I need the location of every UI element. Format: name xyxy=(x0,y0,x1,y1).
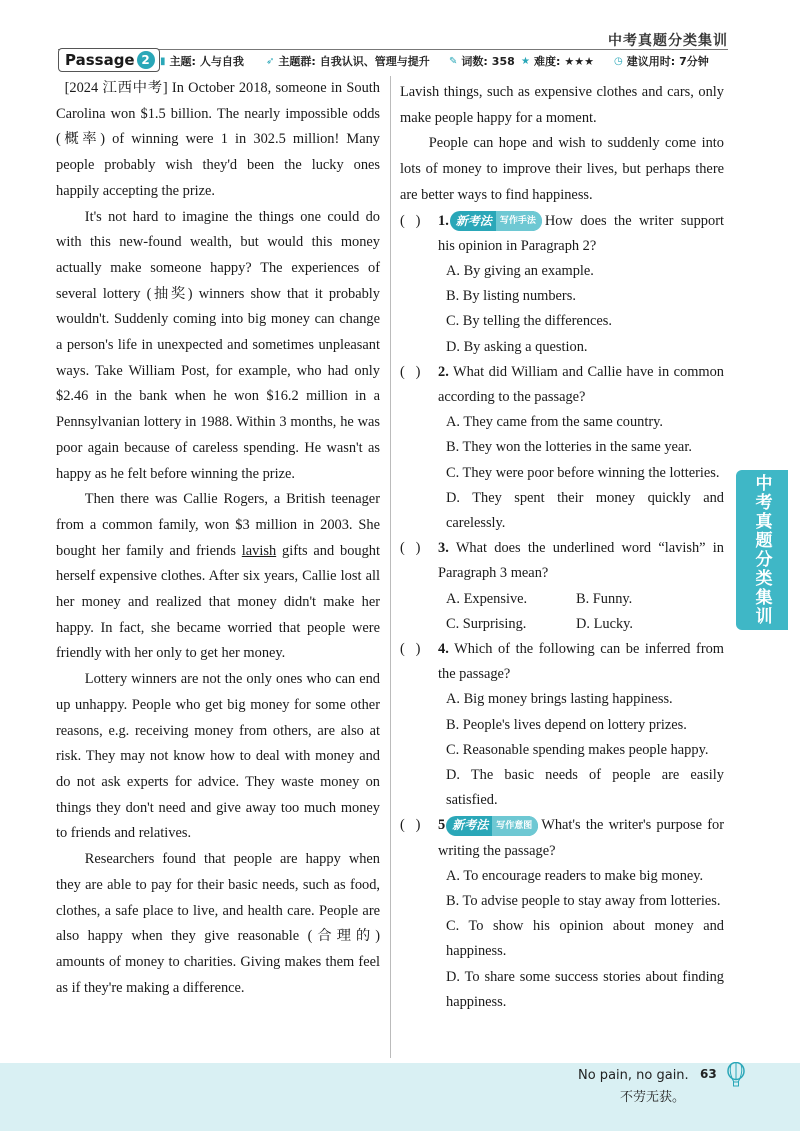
meta-suggested-time xyxy=(614,51,709,71)
meta-value: 人与自我 xyxy=(199,55,244,68)
meta-label: 词数: xyxy=(461,55,488,68)
option: A. Big money brings lasting happiness. xyxy=(446,691,673,708)
balloon-icon xyxy=(726,1062,746,1088)
passage-label: Passage xyxy=(65,51,135,69)
question-prompt: Which of the following can be inferred from the passage? xyxy=(438,640,724,683)
pencil-icon: ✎ xyxy=(449,55,458,67)
question-text xyxy=(438,360,724,410)
option: B. They won the lotteries in the same year. xyxy=(446,439,692,456)
meta-value: ★★★ xyxy=(564,54,594,68)
clock-icon: ◷ xyxy=(614,55,623,67)
paragraph-3-text-cont: gifts and bought herself expensive clothes. After six years, Callie lost all her money and realized that money didn't make her happy. In fact, she became worried that people were friendly with her only to get her money. xyxy=(56,542,380,662)
article-right-column xyxy=(400,80,724,1015)
tag-sub: 写作手法 xyxy=(496,211,542,231)
footer-motto-en: No pain, no gain. xyxy=(578,1068,689,1083)
tag-main: 新考法 xyxy=(452,818,489,833)
option: A. Expensive. xyxy=(446,590,528,607)
question-number: 4. xyxy=(438,640,449,657)
meta-value: 358 xyxy=(491,54,515,68)
option-row xyxy=(400,612,724,637)
new-exam-tag xyxy=(446,816,538,836)
answer-blank[interactable]: ( ) xyxy=(400,640,421,657)
option: B. To advise people to stay away from lotteries. xyxy=(446,893,721,909)
series-title: 中考真题分类集训 xyxy=(608,33,728,49)
option: B. Funny. xyxy=(576,590,633,607)
flag-icon: ▮ xyxy=(160,55,166,67)
star-icon: ★ xyxy=(521,55,530,67)
question-number: 3. xyxy=(438,540,449,557)
article-left-column xyxy=(56,76,380,1001)
question-prompt: What's the writer's purpose for writing the passage? xyxy=(438,817,724,859)
answer-blank[interactable]: ( ) xyxy=(400,817,421,834)
option: C. By telling the differences. xyxy=(446,313,612,330)
footer-motto-cn: 不劳无获。 xyxy=(620,1090,686,1105)
new-exam-tag xyxy=(450,211,542,231)
question-number: 1. xyxy=(438,212,449,229)
option: D. By asking a question. xyxy=(446,338,588,355)
option: D. To share some success stories about finding happiness. xyxy=(446,968,724,1010)
option: D. The basic needs of people are easily satisfied. xyxy=(446,766,724,809)
question-text xyxy=(438,637,724,687)
tag-sub: 写作意图 xyxy=(492,816,538,836)
page-number: 63 xyxy=(700,1067,717,1081)
meta-difficulty xyxy=(521,51,594,71)
option: A. By giving an example. xyxy=(446,262,594,279)
meta-label: 建议用时: xyxy=(626,55,676,68)
paragraph-3 xyxy=(56,487,380,667)
option: A. They came from the same country. xyxy=(446,414,663,431)
paragraph-6: People can hope and wish to suddenly come into lots of money to improve their lives, but perhaps there are better ways to find happiness. xyxy=(400,135,724,203)
question-5 xyxy=(400,813,724,1015)
paragraph-5: Researchers found that people are happy when they are able to pay for their basic needs, such as food, clothes, a safe place to live, and health care. People are also happy when they give reasonable (合理的) amounts of money to charities. Giving makes them feel as if they're making a difference. xyxy=(56,851,380,996)
answer-blank[interactable]: ( ) xyxy=(400,363,421,380)
question-prompt: What did William and Callie have in common according to the passage? xyxy=(438,363,725,405)
passage-number: 2 xyxy=(137,51,155,69)
paragraph-5-continued: Lavish things, such as expensive clothes and cars, only make people happy for a moment. xyxy=(400,84,724,126)
answer-blank[interactable]: ( ) xyxy=(400,212,421,229)
option: D. Lucky. xyxy=(576,615,634,632)
meta-label: 主题: xyxy=(169,55,196,68)
option: C. They were poor before winning the lotteries. xyxy=(446,464,720,481)
option: D. They spent their money quickly and carelessly. xyxy=(446,489,724,531)
option: C. Reasonable spending makes people happy. xyxy=(446,741,709,758)
leaf-icon: ➶ xyxy=(266,55,275,67)
meta-word-count xyxy=(449,51,515,71)
paragraph-2: It's not hard to imagine the things one could do with this new-found wealth, but would this money actually make someone happy? The experiences of several lottery (抽奖) winners show that it probably wouldn't. Suddenly coming into big money can change a person's life in unexpected and sometimes unpleasant ways. Take William Post, for example, who had only $2.46 in the bank when he won $16.2 million in a Pennsylvanian lottery in 1988. Within 3 months, he was poor again because of careless spending. He wasn't as happy as he felt before winning the prize. xyxy=(56,208,380,482)
meta-value: 7分钟 xyxy=(679,55,709,68)
meta-label: 主题群: xyxy=(278,55,316,68)
option-row xyxy=(400,587,724,612)
question-prompt: What does the underlined word “lavish” in Paragraph 3 mean? xyxy=(438,540,724,582)
question-number: 2. xyxy=(438,363,449,380)
option: A. To encourage readers to make big money. xyxy=(446,867,704,884)
side-section-tab: 中考真题分类集训 xyxy=(736,470,788,630)
question-text xyxy=(438,209,724,259)
option: B. By listing numbers. xyxy=(446,288,576,305)
answer-blank[interactable]: ( ) xyxy=(400,540,421,557)
meta-label: 难度: xyxy=(533,55,561,68)
meta-value: 自我认识、管理与提升 xyxy=(319,55,430,68)
question-prompt: How does the writer support his opinion in Paragraph 2? xyxy=(438,212,724,254)
question-text xyxy=(438,813,724,863)
option: B. People's lives depend on lottery prizes. xyxy=(446,716,687,733)
meta-theme-group xyxy=(266,51,430,71)
passage-badge xyxy=(58,48,160,72)
meta-theme xyxy=(160,51,244,71)
question-text xyxy=(438,536,724,586)
paragraph-3-text: Then there was Callie Rogers, a British teenager from a common family, won $3 million in 2003. She bought her family and friends xyxy=(56,491,380,559)
option: C. To show his opinion about money and happiness. xyxy=(446,918,724,960)
column-divider xyxy=(390,76,391,1058)
question-number: 5 xyxy=(438,817,446,834)
paragraph-1: [2024 江西中考] In October 2018, someone in South Carolina won $1.5 billion. The nearly impossible odds (概率) of winning were 1 in 302.5 million! Many people probably wish they'd been the lucky ones happily accepting the prize. xyxy=(56,80,380,199)
underlined-word: lavish xyxy=(241,542,277,559)
question-2 xyxy=(400,360,724,536)
question-1 xyxy=(400,209,724,360)
tag-main: 新考法 xyxy=(455,213,492,228)
question-3 xyxy=(400,536,724,637)
paragraph-4: Lottery winners are not the only ones who can end up unhappy. People who get big money for some other reasons, e.g. receiving money from others, are also at risk. They may not know how to deal with money and do not ask experts for advice. They waste money on things they don't need and give away too much money to friends and relatives. xyxy=(56,671,380,842)
option: C. Surprising. xyxy=(446,615,527,632)
question-4 xyxy=(400,637,724,813)
